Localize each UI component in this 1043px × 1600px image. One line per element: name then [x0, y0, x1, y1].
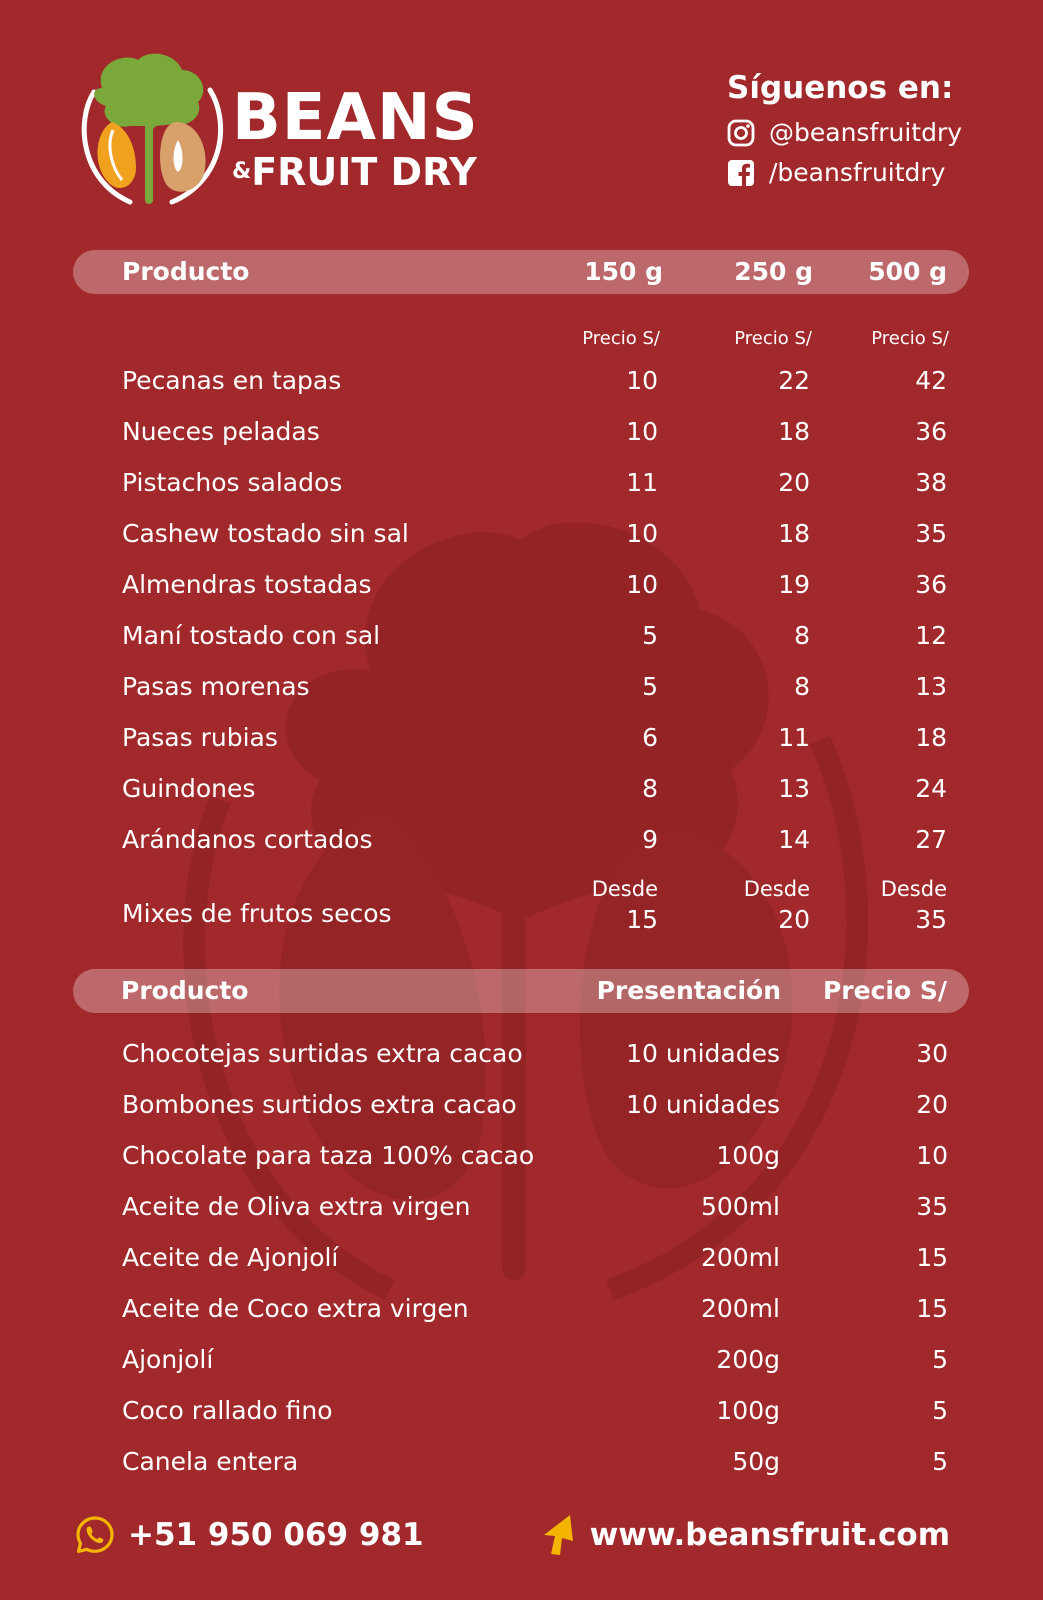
mix-price-500g	[807, 874, 947, 936]
table2-header-presentation: Presentación	[596, 976, 781, 1005]
price-500g: 13	[915, 672, 947, 701]
price-500g: 12	[915, 621, 947, 650]
brand-line-2-text: FRUIT DRY	[251, 150, 477, 194]
table1-header	[73, 250, 969, 294]
phone-contact[interactable]	[74, 1512, 424, 1558]
cursor-arrow-icon	[540, 1513, 576, 1557]
social-block	[727, 68, 1027, 188]
product-name: Bombones surtidos extra cacao	[122, 1090, 517, 1119]
mix-prefix: Desde	[880, 877, 947, 901]
price-250g: 22	[778, 366, 810, 395]
price-150g: 10	[626, 570, 658, 599]
instagram-icon	[727, 119, 755, 147]
presentation: 50g	[732, 1447, 780, 1476]
product-name: Arándanos cortados	[122, 825, 373, 854]
table-row	[0, 1034, 1043, 1074]
facebook-handle: /beansfruitdry	[769, 158, 946, 187]
price-250g: 11	[778, 723, 810, 752]
price-250g: 18	[778, 417, 810, 446]
presentation: 200g	[716, 1345, 780, 1374]
table-row	[0, 667, 1043, 707]
mix-value: 20	[778, 905, 810, 934]
table2-header-price: Precio S/	[822, 976, 947, 1005]
social-title: Síguenos en:	[727, 70, 954, 106]
table-row	[0, 718, 1043, 758]
brand-line-2	[232, 152, 479, 192]
whatsapp-icon	[74, 1514, 116, 1556]
price: 5	[932, 1396, 948, 1425]
table1-header-500g: 500 g	[868, 257, 947, 286]
product-name: Aceite de Ajonjolí	[122, 1243, 339, 1272]
brand-line-1: BEANS	[232, 81, 479, 155]
mix-value: 35	[915, 905, 947, 934]
website-link[interactable]	[540, 1512, 950, 1558]
price: 15	[916, 1243, 948, 1272]
website-url: www.beansfruit.com	[589, 1517, 950, 1553]
phone-number: +51 950 069 981	[128, 1517, 424, 1553]
product-name: Canela entera	[122, 1447, 299, 1476]
table-row	[0, 1391, 1043, 1431]
price-250g: 14	[778, 825, 810, 854]
table-row	[0, 1340, 1043, 1380]
price-250g: 8	[794, 672, 810, 701]
product-name: Pistachos salados	[122, 468, 343, 497]
price-150g: 10	[626, 366, 658, 395]
price-500g: 18	[915, 723, 947, 752]
price: 35	[916, 1192, 948, 1221]
price: 15	[916, 1294, 948, 1323]
mix-price-250g	[670, 874, 810, 936]
price-500g: 27	[915, 825, 947, 854]
price-500g: 42	[915, 366, 947, 395]
table-row	[0, 514, 1043, 554]
instagram-link[interactable]	[727, 118, 1027, 148]
product-name: Chocotejas surtidas extra cacao	[122, 1039, 523, 1068]
table-row	[0, 1289, 1043, 1329]
price-500g: 38	[915, 468, 947, 497]
table1-unit-row	[0, 327, 1043, 351]
price-250g: 13	[778, 774, 810, 803]
price-150g: 9	[642, 825, 658, 854]
price: 5	[932, 1447, 948, 1476]
table-row	[0, 820, 1043, 860]
presentation: 10 unidades	[626, 1039, 780, 1068]
table-row	[0, 1136, 1043, 1176]
price-500g: 36	[915, 570, 947, 599]
unit-label-150g: Precio S/	[582, 328, 660, 349]
product-name: Aceite de Oliva extra virgen	[122, 1192, 471, 1221]
table-row	[0, 565, 1043, 605]
table-row	[0, 361, 1043, 401]
product-name: Nueces peladas	[122, 417, 320, 446]
brand-name	[232, 81, 479, 194]
table-row	[0, 463, 1043, 503]
presentation: 500ml	[700, 1192, 780, 1221]
product-name: Maní tostado con sal	[122, 621, 381, 650]
presentation: 100g	[716, 1396, 780, 1425]
mix-value: 15	[626, 905, 658, 934]
price: 10	[916, 1141, 948, 1170]
facebook-icon	[727, 159, 755, 187]
presentation: 10 unidades	[626, 1090, 780, 1119]
table-row	[0, 1085, 1043, 1125]
price-150g: 8	[642, 774, 658, 803]
product-name: Pasas rubias	[122, 723, 278, 752]
price-500g: 24	[915, 774, 947, 803]
price-150g: 10	[626, 519, 658, 548]
price-150g: 6	[642, 723, 658, 752]
product-name: Chocolate para taza 100% cacao	[122, 1141, 535, 1170]
mix-prefix: Desde	[743, 877, 810, 901]
price-500g: 35	[915, 519, 947, 548]
table1-header-250g: 250 g	[734, 257, 813, 286]
table2-header-product: Producto	[121, 976, 249, 1005]
product-name: Mixes de frutos secos	[122, 899, 392, 928]
product-name: Almendras tostadas	[122, 570, 372, 599]
product-name: Guindones	[122, 774, 256, 803]
table1-header-150g: 150 g	[584, 257, 663, 286]
product-name: Ajonjolí	[122, 1345, 214, 1374]
table-row	[0, 1442, 1043, 1482]
price-150g: 5	[642, 672, 658, 701]
price-500g: 36	[915, 417, 947, 446]
table-row	[0, 1238, 1043, 1278]
facebook-link[interactable]	[727, 158, 1027, 188]
product-name: Aceite de Coco extra virgen	[122, 1294, 469, 1323]
presentation: 200ml	[700, 1243, 780, 1272]
mix-prefix: Desde	[591, 877, 658, 901]
price: 30	[916, 1039, 948, 1068]
price-150g: 11	[626, 468, 658, 497]
table-row	[0, 769, 1043, 809]
presentation: 100g	[716, 1141, 780, 1170]
table-row	[0, 412, 1043, 452]
price-250g: 20	[778, 468, 810, 497]
beans-fruit-dry-logo	[72, 50, 232, 210]
table-row	[0, 616, 1043, 656]
price-250g: 19	[778, 570, 810, 599]
brand-ampersand: &	[232, 159, 252, 184]
product-name: Pasas morenas	[122, 672, 310, 701]
product-name: Cashew tostado sin sal	[122, 519, 409, 548]
table-row	[0, 1187, 1043, 1227]
price-250g: 8	[794, 621, 810, 650]
table2-header	[73, 969, 969, 1013]
price: 20	[916, 1090, 948, 1119]
price-150g: 10	[626, 417, 658, 446]
unit-label-250g: Precio S/	[734, 328, 812, 349]
mix-price-150g	[518, 874, 658, 936]
unit-label-500g: Precio S/	[871, 328, 949, 349]
price-250g: 18	[778, 519, 810, 548]
price: 5	[932, 1345, 948, 1374]
product-name: Pecanas en tapas	[122, 366, 342, 395]
product-name: Coco rallado fino	[122, 1396, 333, 1425]
table-row-mix	[0, 874, 1043, 940]
instagram-handle: @beansfruitdry	[769, 118, 963, 147]
table1-header-product: Producto	[122, 257, 250, 286]
price-150g: 5	[642, 621, 658, 650]
presentation: 200ml	[700, 1294, 780, 1323]
